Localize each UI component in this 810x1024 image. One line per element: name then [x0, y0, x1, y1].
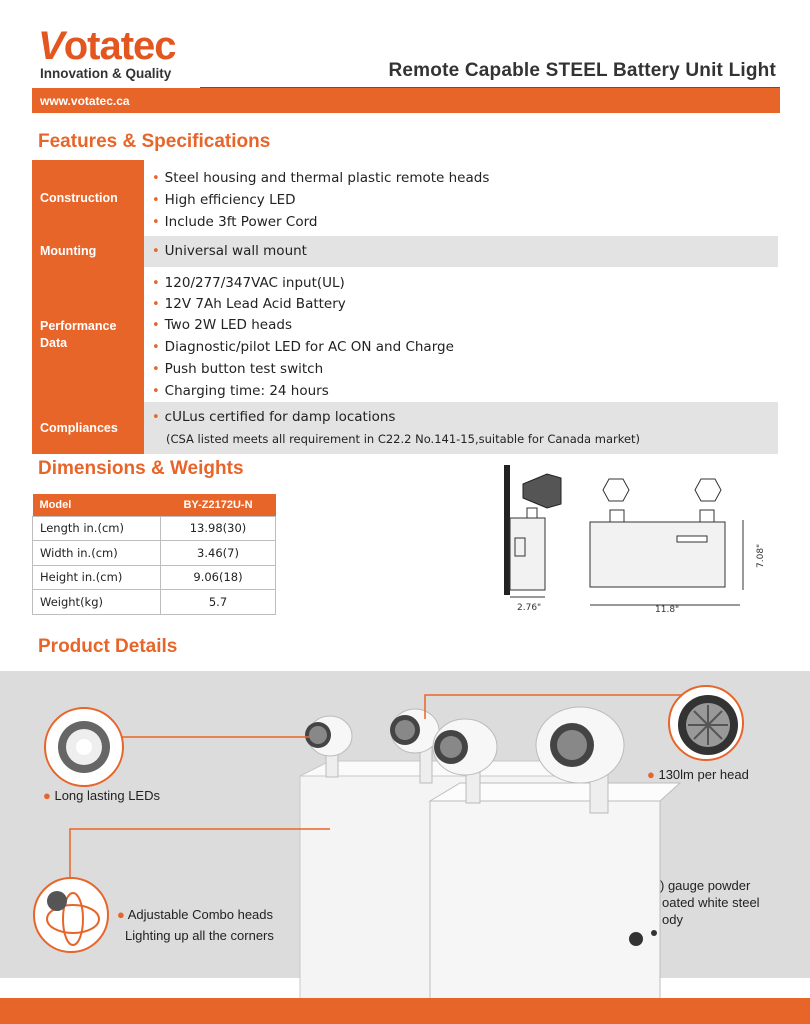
features-title: Features & Specifications	[38, 131, 271, 152]
callout-body-1: ) gauge powder	[660, 878, 751, 893]
spec-row-compliances	[144, 402, 778, 454]
spec-item: • Push button test switch	[152, 361, 323, 377]
spec-item: • Universal wall mount	[152, 243, 307, 259]
front-head-left	[603, 479, 629, 501]
front-head-right	[695, 479, 721, 501]
callout-lumens-text: 130lm per head	[658, 767, 749, 782]
spec-label-construction: Construction	[32, 160, 144, 236]
spec-row-construction	[0, 160, 810, 236]
footer-bar	[0, 998, 810, 1024]
table-header-cell: Model	[33, 494, 161, 516]
website-link[interactable]: www.votatec.ca	[40, 94, 130, 108]
spec-item: • Include 3ft Power Cord	[152, 214, 317, 230]
table-cell: 9.06(18)	[161, 565, 276, 590]
led-closeup-circle	[44, 707, 124, 787]
connector-heads	[70, 829, 330, 901]
spec-item: • 12V 7Ah Lead Acid Battery	[152, 296, 346, 312]
table-row	[33, 516, 276, 541]
test-button	[629, 932, 643, 946]
front-label-slot	[677, 536, 707, 542]
spec-note: (CSA listed meets all requirement in C22.2 No.141-15,suitable for Canada market)	[166, 432, 641, 446]
callout-leds	[43, 788, 160, 803]
spec-item: • 120/277/347VAC input(UL)	[152, 275, 345, 291]
spec-item: • cULus certified for damp locations	[152, 409, 395, 425]
table-row	[33, 590, 276, 615]
logo-text: otatec	[63, 24, 176, 68]
brand-logo	[38, 26, 176, 66]
table-cell: 3.46(7)	[161, 541, 276, 566]
spec-item: • Charging time: 24 hours	[152, 383, 329, 399]
dimensions-table	[32, 494, 276, 615]
table-row	[33, 565, 276, 590]
spec-row-mounting	[144, 236, 778, 267]
callout-body-2: oated white steel	[662, 895, 760, 910]
bullet-icon: ●	[43, 788, 55, 803]
dimensions-title: Dimensions & Weights	[38, 458, 244, 479]
callout-heads-text-1: Adjustable Combo heads	[127, 907, 274, 922]
depth-label: 2.76"	[517, 603, 542, 613]
header-bar	[32, 88, 780, 113]
table-cell: Width in.(cm)	[33, 541, 161, 566]
callout-heads	[117, 907, 273, 922]
front-stem-right	[700, 510, 714, 522]
bullet-icon: ●	[647, 767, 659, 782]
wall-mount	[504, 465, 510, 595]
side-stem	[527, 508, 537, 518]
front-unit-box	[430, 801, 660, 1024]
spec-row-performance	[0, 267, 810, 402]
spec-label-compliances: Compliances	[32, 402, 144, 454]
callout-leds-text: Long lasting LEDs	[54, 788, 160, 803]
lens-closeup-circle	[668, 685, 744, 761]
details-title: Product Details	[38, 636, 178, 657]
table-cell: Length in.(cm)	[33, 516, 161, 541]
table-header-cell: BY-Z2172U-N	[161, 494, 276, 516]
document-title: Remote Capable STEEL Battery Unit Light	[388, 60, 776, 81]
callout-body-3: ody	[662, 912, 683, 927]
spec-item: • Diagnostic/pilot LED for AC ON and Charge	[152, 339, 454, 355]
side-head	[523, 474, 561, 508]
spec-label-mounting: Mounting	[32, 236, 144, 267]
front-view-box	[590, 522, 725, 587]
table-row	[33, 541, 276, 566]
table-header-row	[33, 494, 276, 516]
pilot-led	[651, 930, 657, 936]
callout-heads-text-2: Lighting up all the corners	[125, 928, 274, 943]
table-cell: 13.98(30)	[161, 516, 276, 541]
spec-item: • Two 2W LED heads	[152, 317, 292, 333]
technical-drawing	[495, 460, 785, 620]
spec-item: • Steel housing and thermal plastic remote heads	[152, 170, 489, 186]
height-label: 7.08"	[756, 543, 766, 568]
table-cell: Height in.(cm)	[33, 565, 161, 590]
front-stem-left	[610, 510, 624, 522]
tagline: Innovation & Quality	[40, 66, 172, 81]
logo-v: V	[38, 24, 64, 68]
width-label: 11.8"	[655, 605, 680, 615]
spec-label-performance-text: Performance Data	[40, 318, 117, 350]
table-cell: 5.7	[161, 590, 276, 615]
adjustable-head-circle	[33, 877, 109, 953]
callout-lumens	[647, 767, 749, 782]
spec-item: • High efficiency LED	[152, 192, 296, 208]
bullet-icon: ●	[117, 907, 128, 922]
table-cell: Weight(kg)	[33, 590, 161, 615]
